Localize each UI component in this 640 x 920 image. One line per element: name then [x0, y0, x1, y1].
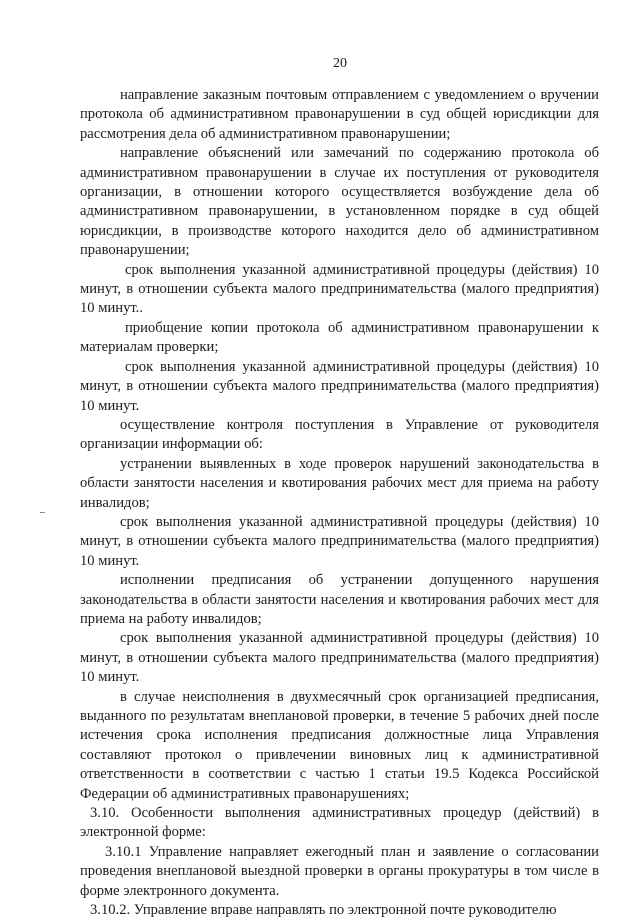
paragraph-attach-protocol: приобщение копии протокола об административном правонарушении к материалам проверки;	[80, 319, 599, 356]
paragraph-deadline-2: срок выполнения указанной административной процедуры (действия) 10 минут, в отношении субъекта малого предпринимательства (малого предприятия) 10 минут.	[80, 358, 599, 414]
paragraph-deadline-1: срок выполнения указанной административной процедуры (действия) 10 минут, в отношении субъекта малого предпринимательства (малого предприятия) 10 минут..	[80, 261, 599, 317]
scan-mark	[40, 512, 45, 513]
paragraph-deadline-3: срок выполнения указанной административной процедуры (действия) 10 минут, в отношении субъекта малого предпринимательства (малого предприятия) 10 минут.	[80, 513, 599, 569]
paragraph-registered-mail: направление заказным почтовым отправлением с уведомлением о вручении протокола об административном правонарушении в суд общей юрисдикции для рассмотрения дела об административном правонарушении;	[80, 87, 599, 142]
paragraph-deadline-4: срок выполнения указанной административной процедуры (действия) 10 минут, в отношении субъекта малого предпринимательства (малого предприятия) 10 минут.	[80, 630, 599, 686]
paragraph-section-3-10: 3.10. Особенности выполнения административных процедур (действий) в электронной форме:	[80, 805, 599, 841]
paragraph-control-receipt: осуществление контроля поступления в Управление от руководителя организации информации об:	[80, 416, 599, 453]
paragraph-eliminate-violations: устранении выявленных в ходе проверок нарушений законодательства в области занятости населения и квотирования рабочих мест для приема на работу инвалидов;	[80, 455, 599, 511]
paragraph-section-3-10-1: 3.10.1 Управление направляет ежегодный план и заявление о согласовании проведения внеплановой выездной проверки в органы прокуратуры в том числе в форме электронного документа.	[80, 843, 599, 899]
page-number: 20	[333, 56, 347, 71]
paragraph-section-3-10-2: 3.10.2. Управление вправе направлять по электронной почте руководителю	[90, 902, 557, 919]
paragraph-non-execution: в случае неисполнения в двухмесячный срок организацией предписания, выданного по результатам внеплановой проверки, в течение 5 рабочих дней после истечения срока исполнения предписания должностные лица Управления составляют протокол о привлечении виновных лиц к административной ответственности в соответствии с частью 1 статьи 19.5 Кодекса Российской Федерации об административных правонарушениях;	[80, 688, 599, 802]
paragraph-explanations: направление объяснений или замечаний по содержанию протокола об административном правонарушении в случае их поступления от руководителя организации, в отношении которого осуществляется возбуждение дела об административном правонарушении, в установленном порядке в суд общей юрисдикции, в производстве которого находится дело об административном правонарушении;	[80, 145, 599, 259]
document-body	[80, 86, 599, 920]
paragraph-execution-order: исполнении предписания об устранении допущенного нарушения законодательства в области занятости населения и квотирования рабочих мест для приема на работу инвалидов;	[80, 572, 599, 627]
